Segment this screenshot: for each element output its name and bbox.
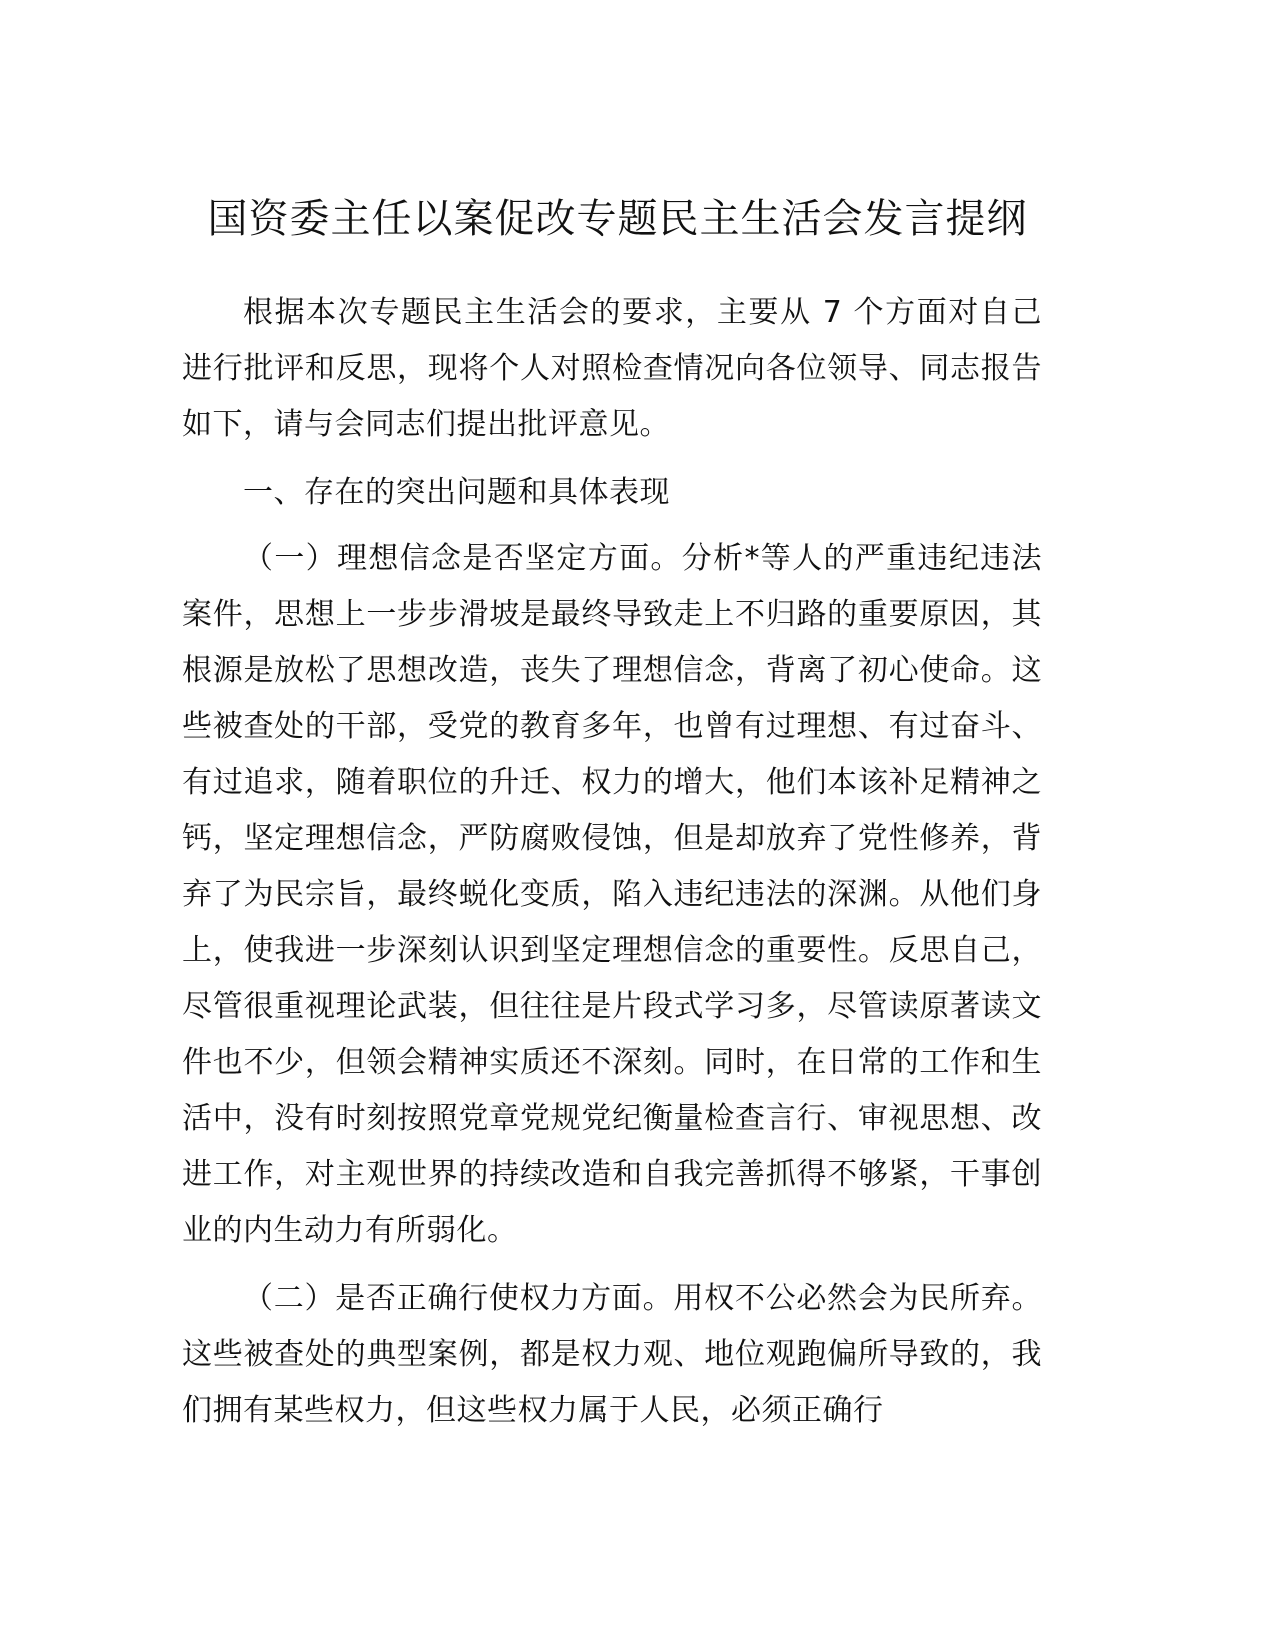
point-one-paragraph: （一）理想信念是否坚定方面。分析*等人的严重违纪违法案件，思想上一步步滑坡是最终导致走上不归路的重要原因，其根源是放松了思想改造，丧失了理想信念，背离了初心使命。这些被查处的干部，受党的教育多年，也曾有过理想、有过奋斗、有过追求，随着职位的升迁、权力的增大，他们本该补足精神之钙，坚定理想信念，严防腐败侵蚀，但是却放弃了党性修养，背弃了为民宗旨，最终蜕化变质，陷入违纪违法的深渊。从他们身上，使我进一步深刻认识到坚定理想信念的重要性。反思自己，尽管很重视理论武装，但往往是片段式学习多，尽管读原著读文件也不少，但领会精神实质还不深刻。同时，在日常的工作和生活中，没有时刻按照党章党规党纪衡量检查言行、审视思想、改进工作，对主观世界的持续改造和自我完善抓得不够紧，干事创业的内生动力有所弱化。 [182, 541, 1042, 1248]
point-two-paragraph: （二）是否正确行使权力方面。用权不公必然会为民所弃。这些被查处的典型案例，都是权力观、地位观跑偏所导致的，我们拥有某些权力，但这些权力属于人民，必须正确行 [182, 1281, 1042, 1428]
document-title: 国资委主任以案促改专题民主生活会发言提纲 [207, 196, 1028, 242]
section-one-heading: 一、存在的突出问题和具体表现 [243, 475, 670, 510]
document-body [182, 285, 1042, 1451]
intro-paragraph: 根据本次专题民主生活会的要求，主要从 7 个方面对自己进行批评和反思，现将个人对照检查情况向各位领导、同志报告如下，请与会同志们提出批评意见。 [182, 295, 1042, 442]
